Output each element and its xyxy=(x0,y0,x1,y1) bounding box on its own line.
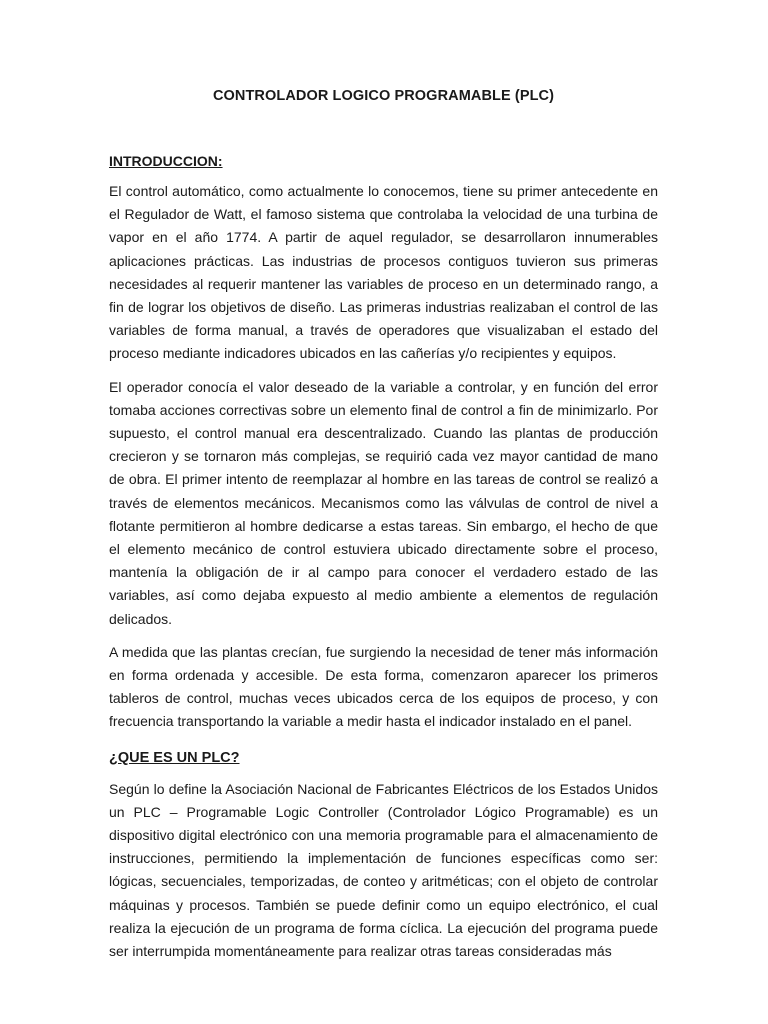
paragraph-plc-1: Según lo define la Asociación Nacional de Fabricantes Eléctricos de los Estados Unidos un PLC – Programable Logic Controller (Controlador Lógico Programable) es un dispositivo digital electrónico con una memoria programable para el almacenamiento de instrucciones, permitiendo la implementación de funciones específicas como ser: lógicas, secuenciales, temporizadas, de conteo y aritméticas; con el objeto de controlar máquinas y procesos. También se puede definir como un equipo electrónico, el cual realiza la ejecución de un programa de forma cíclica. La ejecución del programa puede ser interrumpida momentáneamente para realizar otras tareas consideradas más xyxy=(109,780,658,960)
paragraph-intro-3: A medida que las plantas crecían, fue surgiendo la necesidad de tener más información en forma ordenada y accesible. De esta forma, comenzaron aparecer los primeros tableros de control, muchas veces ubicados cerca de los equipos de proceso, y con frecuencia transportando la variable a medir hasta el indicador instalado en el panel. xyxy=(109,643,658,730)
section-que-es-un-plc xyxy=(109,748,658,964)
section-heading-que-es-un-plc: ¿QUE ES UN PLC? xyxy=(109,749,240,766)
paragraph-intro-1: El control automático, como actualmente lo conocemos, tiene su primer antecedente en el Regulador de Watt, el famoso sistema que controlaba la velocidad de una turbina de vapor en el año 1774. A partir de aquel regulador, se desarrollaron innumerables aplicaciones prácticas. Las industrias de procesos contiguos tuvieron sus primeras necesidades al requerir mantener las variables de proceso en un determinado rango, a fin de lograr los objetivos de diseño. Las primeras industrias realizaban el control de las variables de forma manual, a través de operadores que visualizaban el estado del proceso mediante indicadores ubicados en las cañerías y/o recipientes y equipos. xyxy=(109,183,658,362)
document-body xyxy=(109,86,658,963)
document-title: CONTROLADOR LOGICO PROGRAMABLE (PLC) xyxy=(212,88,555,104)
section-introduccion xyxy=(109,151,658,734)
paragraph-intro-2: El operador conocía el valor deseado de la variable a controlar, y en función del error tomaba acciones correctivas sobre un elemento final de control a fin de minimizarlo. Por supuesto, el control manual era descentralizado. Cuando las plantas de producción crecieron y se tornaron más complejas, se requirió cada vez mayor cantidad de mano de obra. El primer intento de reemplazar al hombre en las tareas de control se realizó a través de elementos mecánicos. Mecanismos como las válvulas de control de nivel a flotante permitieron al hombre dedicarse a estas tareas. Sin embargo, el hecho de que el elemento mecánico de control estuviera ubicado directamente sobre el proceso, mantenía la obligación de ir al campo para conocer el verdadero estado de las variables, así como dejaba expuesto al medio ambiente a elementos de regulación delicados. xyxy=(109,378,658,627)
section-heading-introduccion: INTRODUCCION: xyxy=(109,153,223,169)
